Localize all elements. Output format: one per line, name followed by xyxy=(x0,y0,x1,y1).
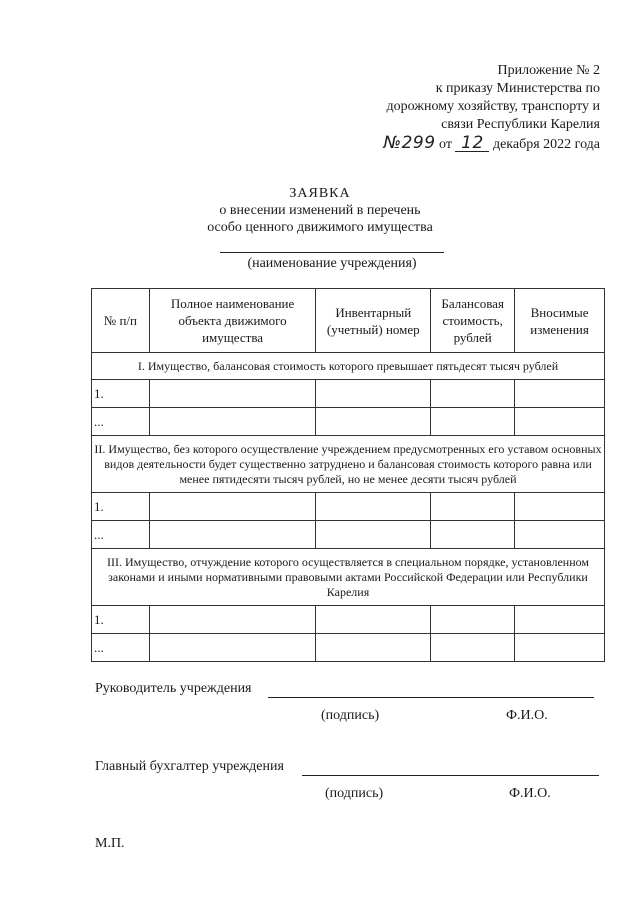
table-cell[interactable] xyxy=(149,380,316,408)
table-cell[interactable] xyxy=(515,521,605,549)
appendix-line-4: связи Республики Карелия xyxy=(441,117,600,132)
row-number: 1. xyxy=(92,380,150,408)
section-title: II. Имущество, без которого осуществление учреждением предусмотренных его уставом основных видов деятельности будет существенно затруднено и балансовая стоимость которого равна или менее пятидесяти тысяч рублей, но не менее десяти тысяч рублей xyxy=(92,436,605,493)
row-number: ... xyxy=(92,408,150,436)
table-cell[interactable] xyxy=(316,380,431,408)
order-number-handwritten: №299 xyxy=(383,133,436,153)
table-cell[interactable] xyxy=(149,408,316,436)
order-line xyxy=(383,134,600,154)
section-row xyxy=(92,436,605,493)
accountant-name-hint: Ф.И.О. xyxy=(509,786,551,801)
head-signature-hint: (подпись) xyxy=(321,708,380,723)
table-cell[interactable] xyxy=(515,634,605,662)
order-date-rest: декабря 2022 года xyxy=(492,137,600,152)
stamp-place: М.П. xyxy=(95,836,125,851)
table-header-row xyxy=(92,289,605,353)
table-cell[interactable] xyxy=(431,380,515,408)
table-cell[interactable] xyxy=(515,408,605,436)
row-number: ... xyxy=(92,521,150,549)
appendix-line-1: Приложение № 2 xyxy=(497,63,600,78)
title-line-2: о внесении изменений в перечень xyxy=(219,203,421,218)
table-cell[interactable] xyxy=(316,408,431,436)
table-cell[interactable] xyxy=(316,606,431,634)
section-title: III. Имущество, отчуждение которого осуществляется в специальном порядке, установленном законами и иными нормативными правовыми актами Российской Федерации или Республики Карелия xyxy=(92,549,605,606)
accountant-signature-label: Главный бухгалтер учреждения xyxy=(95,759,284,774)
table-row xyxy=(92,606,605,634)
accountant-signature-line[interactable] xyxy=(302,775,599,776)
table-row xyxy=(92,493,605,521)
header-changes: Вносимые изменения xyxy=(515,289,605,353)
table-cell[interactable] xyxy=(149,606,316,634)
appendix-line-3: дорожному хозяйству, транспорту и xyxy=(386,99,600,114)
head-signature-label: Руководитель учреждения xyxy=(95,681,252,696)
table-cell[interactable] xyxy=(431,521,515,549)
row-number: 1. xyxy=(92,606,150,634)
title-line-3: особо ценного движимого имущества xyxy=(207,220,433,235)
section-row xyxy=(92,353,605,380)
table-cell[interactable] xyxy=(431,634,515,662)
document-title xyxy=(0,185,640,236)
table-cell[interactable] xyxy=(316,521,431,549)
table-cell[interactable] xyxy=(149,521,316,549)
table-cell[interactable] xyxy=(431,606,515,634)
table-cell[interactable] xyxy=(431,493,515,521)
table-cell[interactable] xyxy=(316,493,431,521)
table-row xyxy=(92,521,605,549)
head-signature-line[interactable] xyxy=(268,697,594,698)
property-table xyxy=(91,288,605,662)
section-title: I. Имущество, балансовая стоимость которого превышает пятьдесят тысяч рублей xyxy=(92,353,605,380)
order-from: от xyxy=(439,137,452,152)
table-cell[interactable] xyxy=(149,634,316,662)
table-cell[interactable] xyxy=(149,493,316,521)
accountant-signature-hint: (подпись) xyxy=(325,786,384,801)
appendix-line-2: к приказу Министерства по xyxy=(435,81,600,96)
table-row xyxy=(92,380,605,408)
table-cell[interactable] xyxy=(316,634,431,662)
order-day-handwritten: 12 xyxy=(455,135,489,152)
header-number: № п/п xyxy=(92,289,150,353)
row-number: ... xyxy=(92,634,150,662)
appendix-header xyxy=(383,62,600,154)
table-row xyxy=(92,408,605,436)
header-name: Полное наименование объекта движимого имущества xyxy=(149,289,316,353)
institution-name-label: (наименование учреждения) xyxy=(247,256,417,271)
table-cell[interactable] xyxy=(515,380,605,408)
table-cell[interactable] xyxy=(515,493,605,521)
section-row xyxy=(92,549,605,606)
header-balance-value: Балансовая стоимость, рублей xyxy=(431,289,515,353)
table-cell[interactable] xyxy=(431,408,515,436)
head-name-hint: Ф.И.О. xyxy=(506,708,548,723)
row-number: 1. xyxy=(92,493,150,521)
header-inventory-number: Инвентарный (учетный) номер xyxy=(316,289,431,353)
table-cell[interactable] xyxy=(515,606,605,634)
institution-name-line[interactable] xyxy=(220,252,444,253)
table-row xyxy=(92,634,605,662)
title-heading: ЗАЯВКА xyxy=(289,186,351,201)
